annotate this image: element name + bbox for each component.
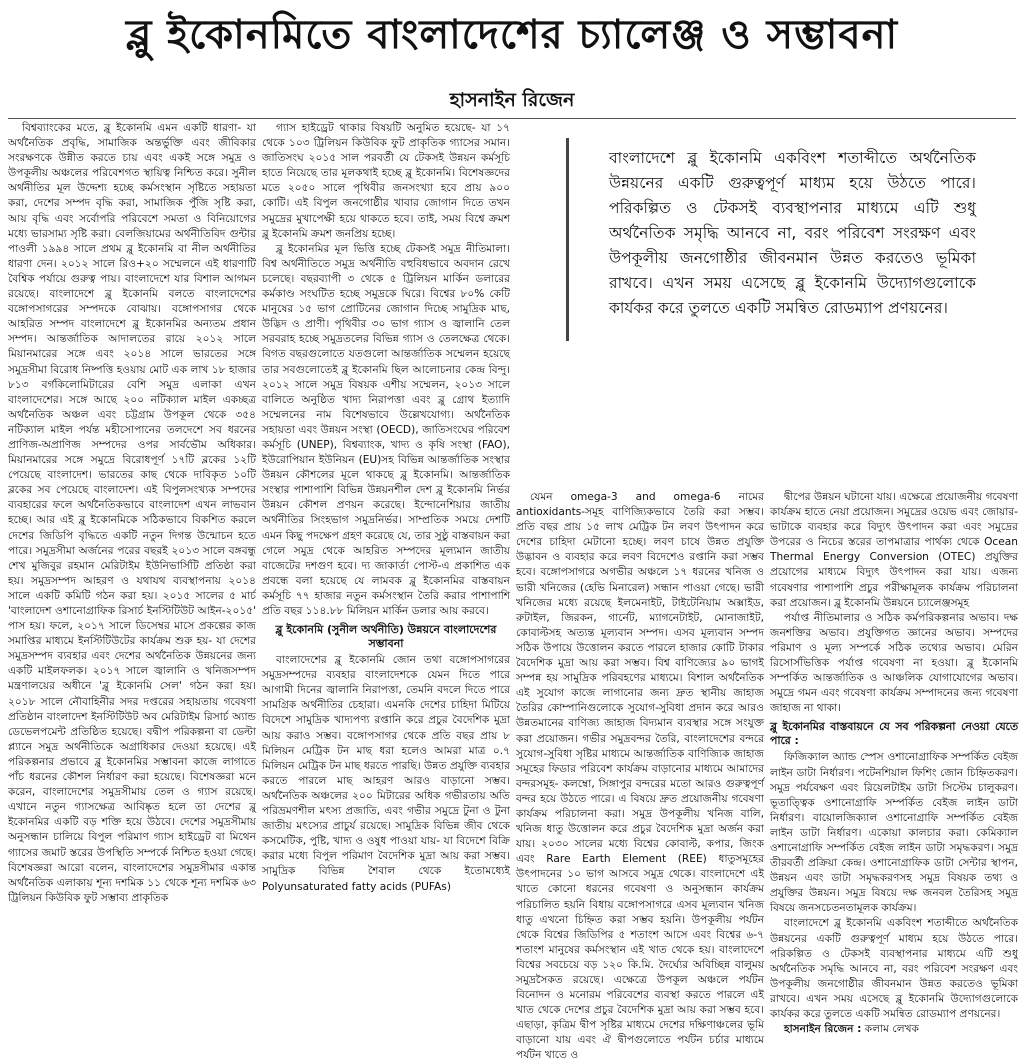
column-1 (8, 121, 256, 936)
header-divider (8, 118, 1016, 119)
challenges-list: পর্যাপ্ত নীতিমালার ও সঠিক কর্মপরিকল্পনার অভাব। দক্ষ জনশক্তির অভাব। প্রযুক্তিগত জ্ঞানের অভাব। সম্পদের পরিমাণ ও মূল্য সম্পর্কে সঠিক তথ্যের অভাব। মেরিন রিসোর্সভিত্তিক পর্যাপ্ত গবেষণা না হওয়া। ব্লু ইকোনমি সম্পর্কিত আন্তর্জাতিক ও আঞ্চলিক যোগাযোগের অভাব। সমুদ্রে গমন এবং গবেষণা কার্যক্রম সম্পাদনের জন্য গবেষণা জাহাজ না থাকা। (770, 611, 1018, 715)
column-4 (770, 490, 1018, 1036)
section-subhead: ব্লু ইকোনমি (সুনীল অর্থনীতি) উন্নয়নে বাংলাদেশের সম্ভাবনা (275, 623, 497, 651)
pull-quote: বাংলাদেশে ব্লু ইকোনমি একবিংশ শতাব্দীতে অর্থনৈতিক উন্নয়নের একটি গুরুত্বপূর্ণ মাধ্যম হয়ে উঠতে পারে। পরিকল্পিত ও টেকসই ব্যবস্থাপনার মাধ্যমে এটি শুধু অর্থনৈতিক সমৃদ্ধি আনবে না, বরং পরিবেশ সংরক্ষণ এবং উপকূলীয় জনগোষ্ঠীর জীবনমান উন্নত করতেও ভূমিকা রাখবে। এখন সময় এসেছে ব্লু ইকোনমি উদ্যোগগুলোকে কার্যকর করে তুলতে একটি সমন্বিত রোডম্যাপ প্রণয়নের। (566, 138, 976, 341)
body-paragraph: গ্যাস হাইড্রেট থাকার বিষয়টি অনুমিত হয়েছে- যা ১৭ থেকে ১০৩ ট্রিলিয়ন কিউবিক ফুট প্রাকৃতিক গ্যাসের সমান। জাতিসংঘ ২০১৫ সাল পরবর্তী যে টেকসই উন্নয়ন কর্মসূচি হাতে নিয়েছে তার মূলকথাই হচ্ছে ব্লু ইকোনমি। বিশেষজ্ঞদের মতে ২০৫০ সালে পৃথিবীর জনসংখ্যা হবে প্রায় ৯০০ কোটি। এই বিপুল জনগোষ্ঠীর খাবার জোগান দিতে তখন সমুদ্রের মুখাপেক্ষী হয়ে থাকতে হবে। তাই, সময় বিশ্বে ক্রমশ ব্লু ইকোনমি ক্রমশ জনপ্রিয় হচ্ছে। (262, 122, 510, 240)
body-paragraph: দ্বীপের উন্নয়ন ঘটানো যায়। এক্ষেত্রে প্রয়োজনীয় গবেষণা কার্যক্রম হাতে নেয়া প্রয়োজন। সমুদ্রের ওয়েভ এবং জোয়ার-ভাটাকে ব্যবহার করে বিদ্যুৎ উৎপাদন করা এবং সমুদ্রের উপরের ও নিচের স্তরের তাপমাত্রার পার্থক্য থেকে Ocean Thermal Energy Conversion (OTEC) প্রযুক্তির প্রয়োগের মাধ্যমে বিদ্যুৎ উৎপাদন করা যায়। এজন্য গবেষণার পাশাপাশি প্রচুর পরীক্ষামূলক কার্যক্রম পরিচালনা করা প্রয়োজন। ব্লু ইকোনমি উন্নয়নে চ্যালেঞ্জসমূহ (770, 491, 1018, 609)
column-2 (262, 121, 510, 936)
author-byline: হাসনাইন রিজেন (449, 89, 575, 111)
body-paragraph: বাংলাদেশের ব্লু ইকোনমি জোন তথা বঙ্গোপসাগরের সমুদ্রসম্পদের ব্যবহার বাংলাদেশকে যেমন দিতে পারে আগামী দিনের জ্বালানি নিরাপত্তা, তেমনি বদলে দিতে পারে সামগ্রিক অর্থনীতির চেহারা। এমনকি দেশের চাহিদা মিটিয়ে বিদেশে সামুদ্রিক খাদ্যপণ্য রপ্তানি করে প্রচুর বৈদেশিক মুদ্রা আয় করাও সম্ভব। বঙ্গোপসাগর থেকে প্রতি বছর প্রায় ৮ মিলিয়ন মেট্রিক টন মাছ ধরা হলেও আমরা মাত্র ০.৭ মিলিয়ন মেট্রিক টন মাছ ধরতে পারছি। উন্নত প্রযুক্তি ব্যবহার করতে পারলে মাছ আহরণ আরও বাড়ানো সম্ভব। অর্থনৈতিক অঞ্চলের ২০০ মিটারের অধিক গভীরতায় অতি পরিভ্রমণশীল মৎস্য প্রজাতি, এবং গভীর সমুদ্রে টুনা ও টুনা জাতীয় মৎস্যের প্রাচুর্য রয়েছে। সামুদ্রিক বিভিন্ন জীব থেকে কসমেটিক, পুষ্টি, খাদ্য ও ওষুধ পাওয়া যায়- যা বিদেশে বিক্রি করার মধ্যে বিপুল পরিমাণ বৈদেশিক মুদ্রা আয় করা সম্ভব। সামুদ্রিক বিভিন্ন শৈবাল থেকে ইতোমধ্যেই Polyunsaturated fatty acids (PUFAs) (262, 654, 510, 893)
steps-list: ফিজিক্যাল অ্যান্ড স্পেস ওশানোগ্রাফিক সম্পর্কিত বেইজ লাইন ডাটা নির্ধারণ। পটেনশিয়াল ফিশিং জোন চিহ্নিতকরণ। সমুদ্র পর্যবেক্ষণ এবং রিয়েলটাইম ডাটা সিস্টেম চালুকরণ। ভূতাত্ত্বিক ওশানোগ্রাফি সম্পর্কিত বেইজ লাইন ডাটা নির্ধারণ। বায়োলজিক্যাল ওশানোগ্রাফি সম্পর্কিত বেইজ লাইন ডাটা নির্ধারণ। একোয়া কালচার করা। কেমিক্যাল ওশানোগ্রাফি সম্পর্কিত বেইজ লাইন ডাটা সমৃদ্ধকরণ। সমুদ্র তীরবর্তী প্রক্রিয়া কেন্দ্র। ওশানোগ্রাফিক ডাটা সেন্টার স্থাপন, উন্নয়ন এবং ডাটা সমৃদ্ধকরণসহ সমুদ্র বিষয়ক তথ্য ও প্রযুক্তির উন্নয়ন। সমুদ্র বিষয়ে দক্ষ জনবল তৈরিসহ সমুদ্র বিষয়ে জনসচেতনতামূলক কার্যক্রম। (770, 751, 1018, 915)
steps-heading: ব্লু ইকোনমির বাস্তবায়নে যে সব পরিকল্পনা নেওয়া যেতে পারে : (770, 720, 1018, 748)
credit-role: কলাম লেখক (864, 1023, 919, 1036)
article-title: ব্লু ইকোনমিতে বাংলাদেশের চ্যালেঞ্জ ও সম্ভাবনা (125, 12, 899, 58)
author-credit (770, 1022, 1018, 1037)
body-paragraph: বিশ্বব্যাংকের মতে, ব্লু ইকোনমি এমন একটি ধারণা- যা অর্থনৈতিক প্রবৃদ্ধি, সামাজিক অন্তর্ভুক্তি এবং জীবিকার সংরক্ষণকে উন্নীত করতে চায় এবং একই সঙ্গে সমুদ্র ও উপকূলীয় অঞ্চলের পরিবেশগত স্থায়িত্ব নিশ্চিত করে। সুনীল অর্থনীতির মূল উদ্দেশ্য হচ্ছে কর্মসংস্থান সৃষ্টিতে সহায়তা করা, দেশের সম্পদ বৃদ্ধি করা, সামাজিক পুঁজি সৃষ্টি করা, আয় বৃদ্ধি এবং সর্বোপরি পরিবেশে সমতা ও বিনিয়োগের মধ্যে ভারসাম্য সৃষ্টি করা। বেলজিয়ামের অর্থনীতিবিদ গুন্টার পাওলী ১৯৯৪ সালে প্রথম ব্লু ইকোনমি বা নীল অর্থনীতির ধারণা দেন। ২০১২ সালে রিও+২০ সম্মেলনে এই ধারণাটি বৈশ্বিক পর্যায়ে গুরুত্ব পায়। বাংলাদেশে যার বিশাল আগমন রয়েছে। বাংলাদেশে ব্লু ইকোনমি বলতে বাংলাদেশের বঙ্গোপসাগরের সম্পদকে বোঝায়। বঙ্গোপসাগর থেকে আহরিত সম্পদ বাংলাদেশে ব্লু ইকোনমির অন্যতম প্রধান সম্পদ। আন্তর্জাতিক আদালতের রায়ে ২০১২ সালে মিয়ানমারের সঙ্গে এবং ২০১৪ সালে ভারতের সঙ্গে সমুদ্রসীমা বিরোধ নিষ্পত্তি হওয়ায় মোট এক লাখ ১৮ হাজার ৮১৩ বর্গকিলোমিটারের বেশি সমুদ্র এলাকা এখন বাংলাদেশের। সঙ্গে আছে ২০০ নটিক্যাল মাইল একচ্ছত্র অর্থনৈতিক অঞ্চল এবং চট্টগ্রাম উপকূল থেকে ৩৫৪ নটিক্যাল মাইল পর্যন্ত মহীসোপানের তলদেশে সব ধরনের প্রাণিজ-অপ্রাণিজ সম্পদের ওপর সার্বভৌম অধিকার। মিয়ানমারের সঙ্গে সমুদ্রে বিরোধপূর্ণ ১৭টি ব্লকের ১২টি পেয়েছে বাংলাদেশ। ভারতের কাছ থেকে দাবিকৃত ১০টি ব্লকের সব পেয়েছে বাংলাদেশ। এই বিপুলসংখ্যক সম্পদের ব্যবহারের ফলে অর্থনৈতিকভাবে বাংলাদেশ এখন লাভবান হচ্ছে। আর এই ব্লু ইকোনমিকে সঠিকভাবে বিকশিত করলে দেশের জিডিপি বৃদ্ধিতে একটি নতুন দিগন্ত উন্মোচন হতে পারে। সমুদ্রসীমা অর্জনের পরের বছরই ২০১৩ সালে বঙ্গবন্ধু শেখ মুজিবুর রহমান মেরিটাইম ইউনিভার্সিটি প্রতিষ্ঠা করা হয়। সমুদ্রসম্পদ আহরণ ও যথাযথ ব্যবস্থাপনায় ২০১৪ সালে একটি কমিটি গঠন করা হয়। ২০১৫ সালের ৫ মার্চ 'বাংলাদেশ ওশানোগ্রাফিক রিসার্চ ইনস্টিটিউট আইন-২০১৫' পাস হয়। ফলে, ২০১৭ সালে ডিসেম্বর মাসে প্রকল্পের কাজ সমাপ্তির মাধ্যমে ইনস্টিটিউটের কার্যক্রম শুরু হয়- যা দেশের সমুদ্রসম্পদ ব্যবহার এবং দেশের অর্থনৈতিক উন্নয়নের জন্য একটি মাইলফলক। ২০১৭ সালে জ্বালানি ও খনিজসম্পদ মন্ত্রণালয়ের অধীনে 'ব্লু ইকোনমি সেল' গঠন করা হয়। ২০১৮ সালে নৌবাহিনীর সদর দপ্তরের সহায়তায় গবেষণা প্রতিষ্ঠান বাংলাদেশ ইনস্টিটিউট অব মেরিটাইম রিসার্চ অ্যান্ড ডেভেলপমেন্ট প্রতিষ্ঠিত হয়েছে। বদ্বীপ পরিকল্পনা বা ডেল্টা প্ল্যানে সমুদ্র অর্থনীতিকে অগ্রাধিকার দেওয়া হয়েছে। এই পরিকল্পনার প্রভাবে ব্লু ইকোনমির সম্ভাবনা কাজে লাগাতে পাঁচ ধরনের কৌশল নির্ধারণ করা হয়েছে। বিশেষজ্ঞরা মনে করেন, বাংলাদেশের সমুদ্রসীমায় তেল ও গ্যাস রয়েছে। এখানে নতুন গ্যাসক্ষেত্র আবিষ্কৃত হলে তা দেশের ব্লু ইকোনমির একটি বড় শক্তি হয়ে উঠবে। দেশের সমুদ্রসীমায় অনুসন্ধান চালিয়ে বিপুল পরিমাণ গ্যাস হাইড্রেট বা মিথেন গ্যাসের জমাট স্তরের উপস্থিতি সম্পর্কে নিশ্চিত হওয়া গেছে। বিশেষজ্ঞরা আরো বলেন, বাংলাদেশের সমুদ্রসীমার একান্ত অর্থনৈতিক এলাকায় শূন্য দশমিক ১১ থেকে শূন্য দশমিক ৬৩ ট্রিলিয়ন কিউবিক ফুট সম্ভাব্য প্রাকৃতিক (8, 122, 256, 904)
body-paragraph: ব্লু ইকোনমির মূল ভিত্তি হচ্ছে টেকসই সমুদ্র নীতিমালা। বিশ্ব অর্থনীতিতে সমুদ্র অর্থনীতি বহুবিধভাবে অবদান রেখে চলেছে। বছরব্যাপী ৩ থেকে ৫ ট্রিলিয়ন মার্কিন ডলারের কর্মকাণ্ড সংঘটিত হচ্ছে সমুদ্রকে ঘিরে। বিশ্বের ৮০% কেটি মানুষের ১৫ ভাগ প্রোটিনের জোগান দিচ্ছে সামুদ্রিক মাছ, উদ্ভিদ ও প্রাণী। পৃথিবীর ৩০ ভাগ গ্যাস ও জ্বালানি তেল সরবরাহ হচ্ছে সমুদ্রতলের বিভিন্ন গ্যাস ও তেলক্ষেত্র থেকে। বিগত বছরগুলোতে যতগুলো আন্তর্জাতিক সম্মেলন হয়েছে তার সবগুলোতেই ব্লু ইকোনমি ছিল আলোচনার কেন্দ্র বিন্দু। ২০১২ সালে সমুদ্র বিষয়ক এশীয় সম্মেলন, ২০১৩ সালে বালিতে অনুষ্ঠিত খাদ্য নিরাপত্তা এবং ব্লু গ্রোথ ইত্যাদি সম্মেলনের নাম বিশেষভাবে উল্লেখযোগ্য। অর্থনৈতিক সহায়তা এবং উন্নয়ন সংস্থা (OECD), জাতিসংঘের পরিবেশ কর্মসূচি (UNEP), বিশ্বব্যাংক, খাদ্য ও কৃষি সংস্থা (FAO), ইউরোপিয়ান ইউনিয়ন (EU)সহ বিভিন্ন আন্তর্জাতিক সংস্থার উন্নয়ন কৌশলের মূলে থাকছে ব্লু ইকোনমি। আন্তর্জাতিক সংস্থার পাশাপাশি বিভিন্ন উন্নয়নশীল দেশ ব্লু ইকোনমি নির্ভর উন্নয়ন কৌশল প্রণয়ন করেছে। ইন্দোনেশিয়ার জাতীয় অর্থনীতির সিংহভাগ সমুদ্রনির্ভর। সাম্প্রতিক সময়ে দেশটি এমন কিছু পদক্ষেপ গ্রহণ করেছে যে, তার সুষ্ঠু বাস্তবায়ন করা গেলে সমুদ্র থেকে আহরিত সম্পদের মূল্যমান জাতীয় বাজেটের দশগুণ হবে। দ্য জাকার্তা পোস্ট-এ প্রকাশিত এক প্রবন্ধে বলা হয়েছে যে লামবক ব্লু ইকোনমির বাস্তবায়ন কর্মসূচি ৭৭ হাজার নতুন কর্মসংস্থান তৈরি করার পাশাপাশি প্রতি বছর ১১৪.৮৮ মিলিয়ন মার্কিন ডলার আয় করবে। (262, 242, 510, 617)
conclusion-paragraph: বাংলাদেশে ব্লু ইকোনমি একবিংশ শতাব্দীতে অর্থনৈতিক উন্নয়নের একটি গুরুত্বপূর্ণ মাধ্যম হয়ে উঠতে পারে। পরিকল্পিত ও টেকসই ব্যবস্থাপনার মাধ্যমে এটি শুধু অর্থনৈতিক সমৃদ্ধি আনবে না, বরং পরিবেশ সংরক্ষণ এবং উপকূলীয় জনগোষ্ঠীর জীবনমান উন্নত করতেও ভূমিকা রাখবে। এখন সময় এসেছে ব্লু ইকোনমি উদ্যোগগুলোকে কার্যকর করে তুলতে একটি সমন্বিত রোডম্যাপ প্রণয়নের। (770, 917, 1018, 1020)
credit-name: হাসনাইন রিজেন : (784, 1023, 862, 1036)
body-paragraph: যেমন omega-3 and omega-6 নামের antioxidants-সমূহ বাণিজ্যিকভাবে তৈরি করা সম্ভব। প্রতি বছর প্রায় ১৫ লাখ মেট্রিক টন লবণ উৎপাদন করে দেশের চাহিদা মেটানো হচ্ছে। লবণ চাষে উন্নত প্রযুক্তি উদ্ভাবন ও ব্যবহার করে লবণ বিদেশেও রপ্তানি করা সম্ভব হবে। বঙ্গোপসাগরে অগভীর অঞ্চলে ১৭ ধরনের খনিজ ও ভারী খনিজের (হেভি মিনারেল) সন্ধান পাওয়া গেছে। ভারী খনিজের মধ্যে রয়েছে ইলমেনাইট, টাইটেনিয়াম অক্সাইড, রুটাইল, জিরকন, গার্নেট, ম্যাগনেটাইট, মোনাজাইট, কোবাল্টসহ অত্যন্ত মূল্যবান সম্পদ। এসব মূল্যবান সম্পদ সঠিক উপায়ে উত্তোলন করতে পারলে হাজার কোটি টাকার বৈদেশিক মুদ্রা আয় করা সম্ভব। বিশ্ব বাণিজ্যের ৯০ ভাগই সম্পন্ন হয় সামুদ্রিক পরিবহণের মাধ্যমে। বিশাল অর্থনৈতিক এই সুযোগ কাজে লাগানোর জন্য দ্রুত স্থানীয় জাহাজ তৈরির কোম্পানিগুলোকে সুযোগ-সুবিধা প্রদান করে আরও উন্নতমানের বাণিজ্য জাহাজ বিদ্যমান ব্যবস্থার সঙ্গে সংযুক্ত করা প্রয়োজন। গভীর সমুদ্রবন্দর তৈরি, বাংলাদেশের বন্দরে সুযোগ-সুবিধা সৃষ্টির মাধ্যমে আন্তর্জাতিক বাণিজ্যিক জাহাজ সমূহের ফিডার পরিবেশ কার্যক্রম বাড়ানোর মাধ্যমে আমাদের বন্দরসমূহ- কলম্বো, সিঙ্গাপুর বন্দরের মতো আরও গুরুত্বপূর্ণ বন্দর হয়ে উঠতে পারে। এ বিষয়ে দ্রুত প্রয়োজনীয় গবেষণা কার্যক্রম পরিচালনা করা। সমুদ্র উপকূলীয় খনিজ বালি, খনিজ ধাতু উত্তোলন করে প্রচুর বৈদেশিক মুদ্রা অর্জন করা যায়। ২০৩০ সালের মধ্যে বিশ্বের কোবাল্ট, কপার, জিংক এবং Rare Earth Element (REE) ধাতুসমূহের উৎপাদনের ১০ ভাগ আসবে সমুদ্র থেকে। বাংলাদেশে এই খাতে কোনো ধরনের গবেষণা ও অনুসন্ধান কার্যক্রম পরিচালিত হয়নি বিধায় বঙ্গোপসাগরে এসব মূল্যবান খনিজ ধাতু এখনো চিহ্নিত করা সম্ভব হয়নি। উপকূলীয় পর্যটন থেকে বিশ্বের জিডিপির ৫ শতাংশ আসে এবং বিশ্বের ৬-৭ শতাংশ মানুষের কর্মসংস্থান এই খাত থেকে হয়। বাংলাদেশে বিশ্বের সবচেয়ে বড় ১২০ কি.মি. দৈর্ঘ্যের অবিচ্ছিন্ন বালুময় সমুদ্রসৈকত রয়েছে। এক্ষেত্রে উপকূল অঞ্চলে পর্যটন বিনোদন ও মনোরম পরিবেশের ব্যবস্থা করতে পারলে এই খাত থেকে দেশের প্রচুর বৈদেশিক মুদ্রা আয় করা সম্ভব হবে। এছাড়া, কৃত্রিম দ্বীপ সৃষ্টির মাধ্যমে দেশের দক্ষিণাঞ্চলের ভূমি বাড়ানো যায় এবং ঐ দ্বীপগুলোতে পর্যটন চর্চার মাধ্যমে পর্যটন খাতে ও (516, 491, 764, 1062)
column-3 (516, 490, 764, 1062)
